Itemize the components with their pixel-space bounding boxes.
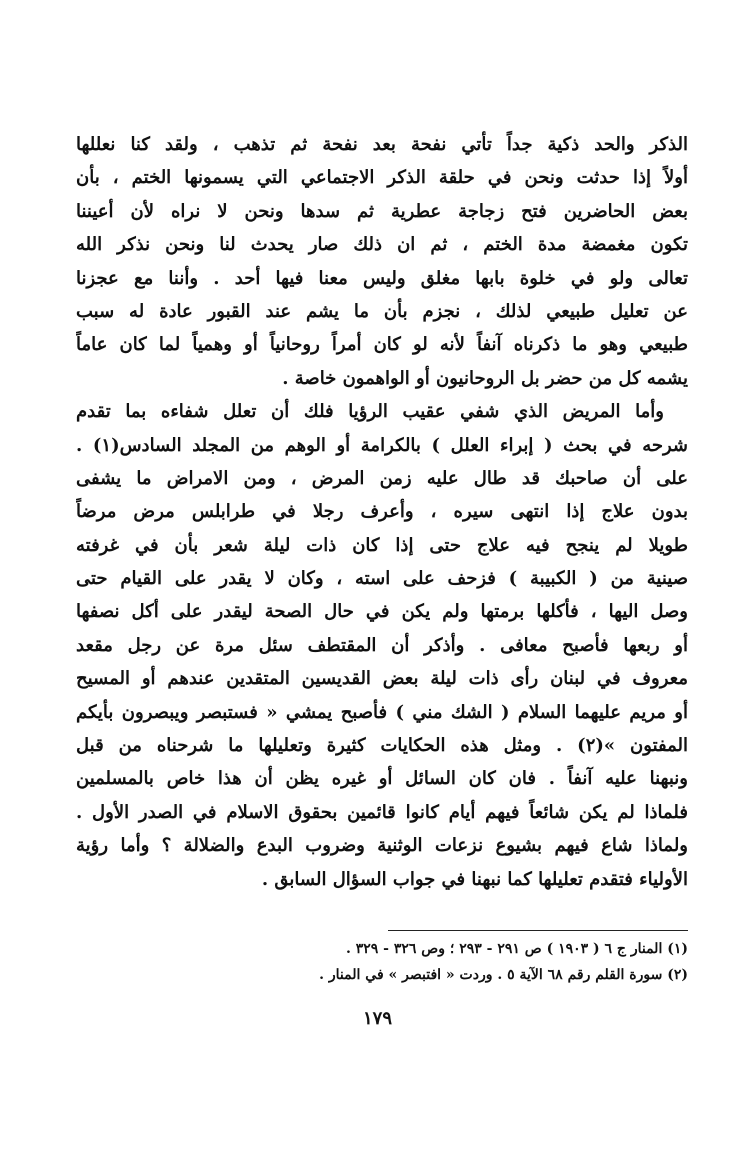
page-number: ١٧٩ bbox=[362, 1008, 392, 1029]
text-line: على أن صاحبك قد طال عليه زمن المرض ، ومن الامراض ما يشفى bbox=[76, 467, 688, 489]
text-line: أو مريم عليهما السلام ( الشك مني ) فأصبح يمشي « فستبصر ويبصرون بأيكم bbox=[76, 701, 688, 723]
text-line: شرحه في بحث ( إبراء العلل ) بالكرامة أو الوهم من المجلد السادس(١) . bbox=[76, 434, 688, 456]
text-line: تعالى ولو في خلوة بابها مغلق وليس معنا فيها أحد . وأننا مع عجزنا bbox=[76, 267, 688, 289]
text-line: معروف في لبنان رأى ذات ليلة بعض القديسين المتقدين عندهم أو المسيح bbox=[76, 668, 688, 690]
text-line: طويلا لم ينجح فيه علاج حتى إذا كان ذات ليلة شعر بأن في غرفته bbox=[76, 534, 688, 556]
text-line: أولاً إذا حدثت ونحن في حلقة الذكر الاجتماعي التي يسمونها الختم ، بأن bbox=[76, 167, 688, 189]
text-line: وصل اليها ، فأكلها برمتها ولم يكن في حال الصحة ليقدر على أكل نصفها bbox=[76, 601, 688, 623]
text-line: وأما المريض الذي شفي عقيب الرؤيا فلك أن تعلل شفاءه بما تقدم bbox=[76, 401, 664, 423]
text-line: ولماذا شاع فيهم بشيوع نزعات الوثنية وضروب البدع والضلالة ؟ وأما رؤية bbox=[76, 835, 688, 857]
text-line: تكون مغمضة مدة الختم ، ثم ان ذلك صار يحدث لنا ونحن نذكر الله bbox=[76, 234, 688, 256]
text-line: يشمه كل من حضر بل الروحانيون أو الواهمون خاصة . bbox=[282, 367, 688, 389]
text-line: صينية من ( الكبيبة ) فزحف على استه ، وكان لا يقدر على القيام حتى bbox=[76, 568, 688, 590]
text-line: المفتون »(٢) . ومثل هذه الحكايات كثيرة وتعليلها ما شرحناه من قبل bbox=[76, 735, 688, 757]
text-line: عن تعليل طبيعي لذلك ، نجزم بأن ما يشم عند القبور عادة له سبب bbox=[76, 300, 688, 322]
text-line: أو ربعها فأصبح معافى . وأذكر أن المقتطف سئل مرة عن رجل مقعد bbox=[76, 634, 688, 656]
text-line: الأولياء فتقدم تعليلها كما نبهنا في جواب السؤال السابق . bbox=[261, 868, 688, 890]
text-line: بدون علاج إذا انتهى سيره ، وأعرف رجلا في طرابلس مرض مرضاً bbox=[76, 501, 688, 523]
footnote-1: (١) المنار ج ٦ ( ١٩٠٣ ) ص ٢٩١ - ٢٩٣ ؛ وص ٣٢٦ - ٣٢٩ . bbox=[346, 941, 688, 957]
text-line: طبيعي وهو ما ذكرناه آنفاً لأنه لو كان أمراً روحانياً أو وهمياً لما كان عاماً bbox=[76, 334, 688, 356]
footnote-divider bbox=[388, 930, 688, 931]
text-line: الذكر والحد ذكية جداً تأتي نفحة بعد نفحة ثم تذهب ، ولقد كنا نعللها bbox=[76, 134, 688, 155]
text-line: ونبهنا عليه آنفاً . فان كان السائل أو غيره يظن أن هذا خاص بالمسلمين bbox=[76, 768, 688, 790]
text-line: بعض الحاضرين فتح زجاجة عطرية ثم سدها ونحن لا نراه لأن أعيننا bbox=[76, 200, 688, 222]
footnotes bbox=[200, 936, 688, 988]
body-text bbox=[76, 128, 688, 896]
text-line: فلماذا لم يكن شائعاً فيهم أيام كانوا قائمين بحقوق الاسلام في الصدر الأول . bbox=[76, 801, 688, 823]
footnote-2: (٢) سورة القلم رقم ٦٨ الآية ٥ . وردت « افتبصر » في المنار . bbox=[319, 967, 688, 983]
